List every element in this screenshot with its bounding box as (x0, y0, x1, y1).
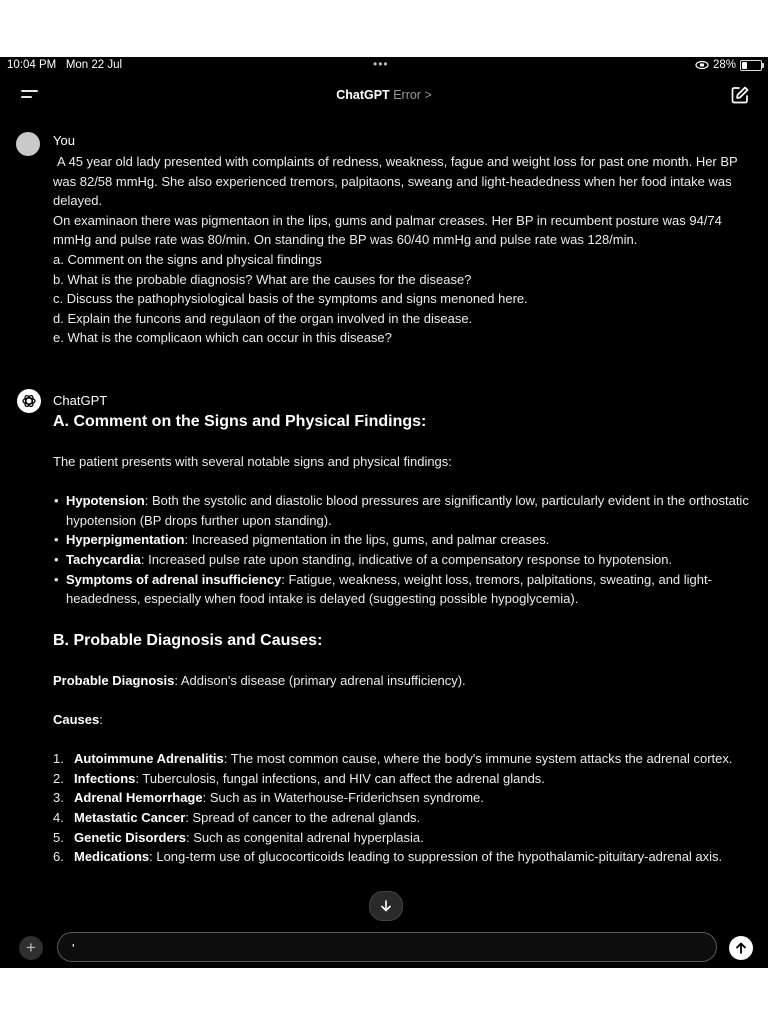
question-item: a. Comment on the signs and physical findings (53, 251, 322, 267)
list-item: • Hypotension: Both the systolic and diastolic blood pressures are significantly low, particularly evident in the orthostatic hypotension (BP drops further upon standing). (66, 491, 753, 530)
top-bar (0, 75, 768, 115)
section-heading: A. Comment on the Signs and Physical Findings: (53, 413, 427, 430)
app-screen (0, 57, 768, 968)
message-input-wrapper (57, 932, 717, 962)
section-intro: The patient presents with several notable signs and physical findings: (53, 454, 452, 469)
user-paragraph: A 45 year old lady presented with complaints of redness, weakness, fague and weight loss for past one month. Her BP was 82/58 mmHg. She also experienced tremors, palpitaons, sweang and light-headedness when her food intake was delayed. (53, 154, 738, 209)
question-item: d. Explain the funcons and regulaon of the organ involved in the disease. (53, 310, 473, 326)
rotation-lock-icon (695, 60, 709, 70)
compose-icon[interactable] (730, 85, 750, 105)
app-title: ChatGPT (336, 88, 390, 102)
list-item: • Symptoms of adrenal insufficiency: Fatigue, weakness, weight loss, tremors, palpitations, sweating, and light-headedness, especially when food intake is delayed (suggesting possible hypoglycemia). (66, 570, 753, 609)
chatgpt-logo-icon (17, 389, 41, 413)
list-item: 2. Infections: Tuberculosis, fungal infections, and HIV can affect the adrenal glands. (53, 770, 545, 786)
list-item: 5. Genetic Disorders: Such as congenital adrenal hyperplasia. (53, 829, 424, 845)
user-message-body (53, 152, 753, 348)
composer-bar (0, 925, 768, 968)
chat-title[interactable] (0, 88, 768, 102)
user-paragraph: On examinaon there was pigmentaon in the lips, gums and palmar creases. Her BP in recumbent posture was 94/74 mmHg and pulse rate was 80/min. On standing the BP was 60/40 mmHg and pulse rate was 128/min. (53, 212, 722, 248)
status-right (695, 59, 762, 71)
scroll-to-bottom-button[interactable] (369, 891, 403, 921)
list-item: 1. Autoimmune Adrenalitis: The most common cause, where the body's immune system attacks the adrenal cortex. (53, 751, 733, 767)
status-time: 10:04 PM Mon 22 Jul (7, 59, 123, 71)
user-sender-label: You (53, 133, 75, 148)
causes-list (53, 749, 753, 867)
list-item: • Hyperpigmentation: Increased pigmentation in the lips, gums, and palmar creases. (66, 530, 753, 550)
question-item: c. Discuss the pathophysiological basis of the symptoms and signs menoned here. (53, 291, 528, 307)
user-avatar (16, 132, 40, 156)
status-bar (0, 57, 768, 75)
message-input[interactable] (70, 937, 704, 959)
list-item: • Tachycardia: Increased pulse rate upon standing, indicative of a compensatory response to hypotension. (66, 550, 753, 570)
multitasking-dots[interactable]: ••• (373, 57, 389, 71)
attach-button[interactable] (19, 936, 43, 960)
causes-label: Causes: (53, 711, 103, 727)
arrow-down-icon (380, 900, 392, 912)
battery-percent: 28% (712, 59, 736, 71)
title-status: Error (393, 88, 421, 102)
list-item: 4. Metastatic Cancer: Spread of cancer to the adrenal glands. (53, 809, 421, 825)
section-heading: B. Probable Diagnosis and Causes: (53, 631, 323, 649)
chevron-right-icon: > (424, 88, 432, 102)
diagnosis-line: Probable Diagnosis: Addison's disease (primary adrenal insufficiency). (53, 672, 466, 688)
assistant-message-body (53, 412, 753, 867)
list-item: 3. Adrenal Hemorrhage: Such as in Waterhouse-Friderichsen syndrome. (53, 790, 484, 806)
plus-icon: + (26, 938, 36, 957)
battery-icon (740, 60, 762, 71)
send-button[interactable] (729, 936, 753, 960)
arrow-up-icon (735, 942, 747, 954)
list-item: 6. Medications: Long-term use of glucocorticoids leading to suppression of the hypothalamic-pituitary-adrenal axis. (53, 849, 723, 865)
question-item: e. What is the complicaon which can occur in this disease? (53, 330, 392, 346)
findings-list (53, 491, 753, 609)
question-item: b. What is the probable diagnosis? What are the causes for the disease? (53, 271, 472, 287)
assistant-sender-label: ChatGPT (53, 393, 108, 408)
